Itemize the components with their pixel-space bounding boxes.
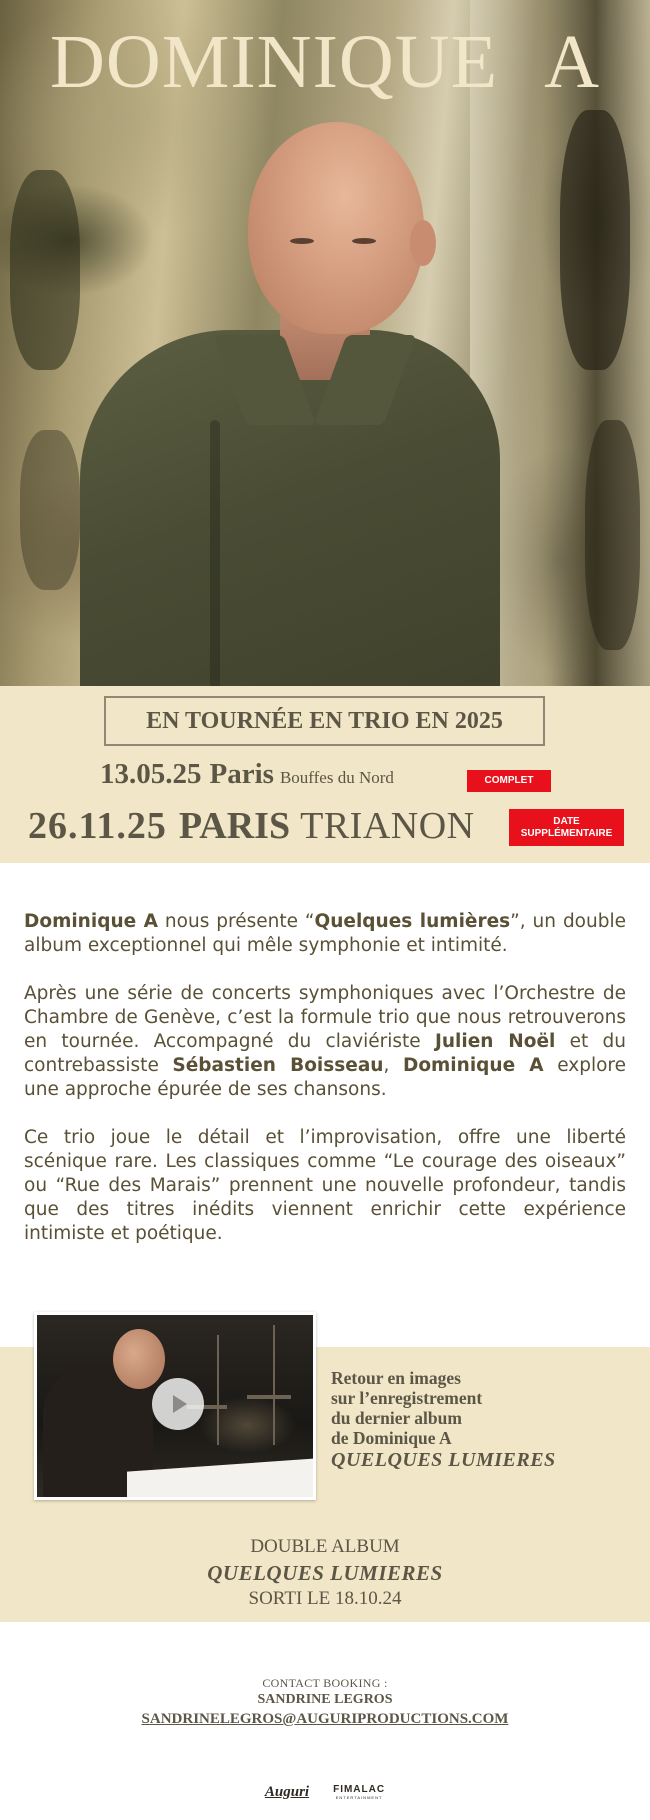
music-stand <box>247 1395 291 1399</box>
album-release <box>0 1534 650 1612</box>
paragraph-details: Ce trio joue le détail et l’improvisation, offre une liberté scénique rare. Les classiques comme “Le courage des oiseaux” ou “Rue des Marais” prennent une nouvelle profondeur, tandis que des titres inédits viennent enrichir cette expérience intimiste et poétique. <box>24 1127 626 1244</box>
bark-shadow <box>20 430 80 590</box>
caption-line: de Dominique A <box>331 1428 452 1448</box>
fimalac-logo-sub: ENTERTAINMENT <box>335 1795 383 1800</box>
text-run: ”, un double album exceptionnel qui mêle symphonie et intimité. <box>24 911 626 956</box>
artist-title <box>0 20 650 104</box>
contact-booking <box>0 1675 650 1729</box>
tour-city: PARIS <box>178 805 291 847</box>
tour-city: Paris <box>209 758 274 790</box>
musician-name: Sébastien Boisseau <box>172 1055 384 1076</box>
tour-date: 26.11.25 <box>28 805 167 847</box>
contact-name: SANDRINE LEGROS <box>257 1692 393 1707</box>
tour-date-row <box>28 804 475 848</box>
status-badge-complet: COMPLET <box>467 770 551 792</box>
album-format: DOUBLE ALBUM <box>250 1536 400 1557</box>
caption-line: Retour en images <box>331 1368 461 1388</box>
mic-stand <box>217 1335 219 1445</box>
text-run: et du contrebassiste <box>24 1031 626 1076</box>
fimalac-logo-main: FIMALAC <box>333 1784 386 1795</box>
play-icon[interactable] <box>152 1378 204 1430</box>
bark-shadow <box>560 110 630 370</box>
status-badge-extra-date: DATE SUPPLÉMENTAIRE <box>509 809 624 846</box>
text-run: Après une série de concerts symphoniques avec l’Orchestre de Chambre de Genève, c’est la formule trio que nous retrouverons en tournée. Accompagné du claviériste <box>24 983 626 1052</box>
artist-name: Dominique A <box>24 911 158 932</box>
video-thumbnail[interactable] <box>34 1312 316 1500</box>
portrait-ear <box>410 220 436 266</box>
caption-album: QUELQUES LUMIERES <box>331 1449 556 1471</box>
text-run: , <box>383 1055 403 1076</box>
caption-line: sur l’enregistrement <box>331 1388 483 1408</box>
artist-name: Dominique A <box>402 1055 544 1076</box>
bark-shadow <box>585 420 640 650</box>
fimalac-logo <box>333 1784 385 1800</box>
album-release-date: SORTI LE 18.10.24 <box>248 1588 402 1609</box>
artist-title-last: A <box>544 20 600 104</box>
shirt-placket <box>210 420 220 686</box>
paragraph-trio <box>24 982 626 1102</box>
presentation-text <box>24 910 626 1270</box>
paragraph-intro <box>24 910 626 958</box>
bark-shadow <box>10 170 80 370</box>
text-run: nous présente “ <box>157 911 315 932</box>
hero-photo <box>0 0 650 686</box>
text-run: explore une approche épurée de ses chansons. <box>24 1055 626 1100</box>
mic-stand <box>273 1325 275 1445</box>
partner-logos <box>0 1780 650 1804</box>
tour-headline: EN TOURNÉE EN TRIO EN 2025 <box>104 696 545 746</box>
portrait-eye-left <box>290 238 314 244</box>
tour-date: 13.05.25 <box>100 758 202 790</box>
tour-venue: TRIANON <box>300 805 475 847</box>
pianist-head <box>113 1329 165 1389</box>
album-title: QUELQUES LUMIERES <box>207 1561 443 1585</box>
contact-email-link[interactable]: SANDRINELEGROS@AUGURIPRODUCTIONS.COM <box>141 1711 509 1727</box>
album-name: Quelques lumières <box>314 911 511 932</box>
portrait-head <box>248 122 424 334</box>
contact-label: CONTACT BOOKING : <box>262 1676 388 1690</box>
video-caption <box>331 1368 631 1470</box>
musician-name: Julien Noël <box>434 1031 556 1052</box>
tour-venue: Bouffes du Nord <box>279 768 394 787</box>
artist-title-first: DOMINIQUE <box>50 20 499 104</box>
tour-date-row <box>100 758 394 791</box>
auguri-logo: Auguri <box>264 1783 310 1800</box>
portrait-eye-right <box>352 238 376 244</box>
caption-line: du dernier album <box>331 1408 462 1428</box>
